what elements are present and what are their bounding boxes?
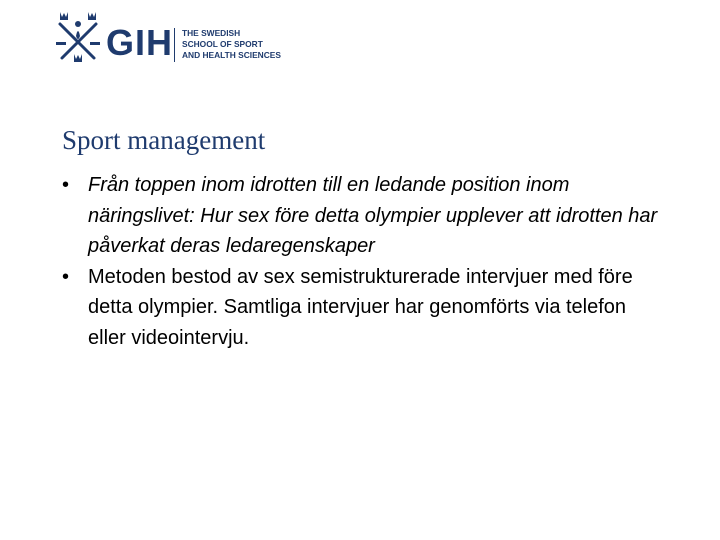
bullet-list <box>62 170 662 353</box>
logo-tagline-line: SCHOOL OF SPORT <box>182 39 263 49</box>
three-crowns-crest-icon <box>54 8 104 70</box>
slide-title: Sport management <box>62 125 266 155</box>
logo-wordmark: GIH <box>106 22 174 63</box>
logo-divider <box>174 28 175 62</box>
bullet-dot-icon: • <box>62 174 70 196</box>
bullet-item <box>62 170 662 262</box>
bullet-item <box>62 262 662 354</box>
bullet-text: Metoden bestod av sex semistrukturerade intervjuer med före detta olympier. Samtliga intervjuer har genomförts via telefon eller videointervju. <box>88 265 633 349</box>
logo-tagline-line: THE SWEDISH <box>182 28 241 38</box>
logo-tagline-line: AND HEALTH SCIENCES <box>182 50 281 60</box>
logo-tagline <box>182 28 292 61</box>
bullet-dot-icon: • <box>62 265 70 288</box>
bullet-text: Från toppen inom idrotten till en ledande position inom näringslivet: Hur sex före detta olympier upplever att idrotten har påverkat deras ledaregenskaper <box>88 174 658 257</box>
gih-logo <box>54 8 294 70</box>
